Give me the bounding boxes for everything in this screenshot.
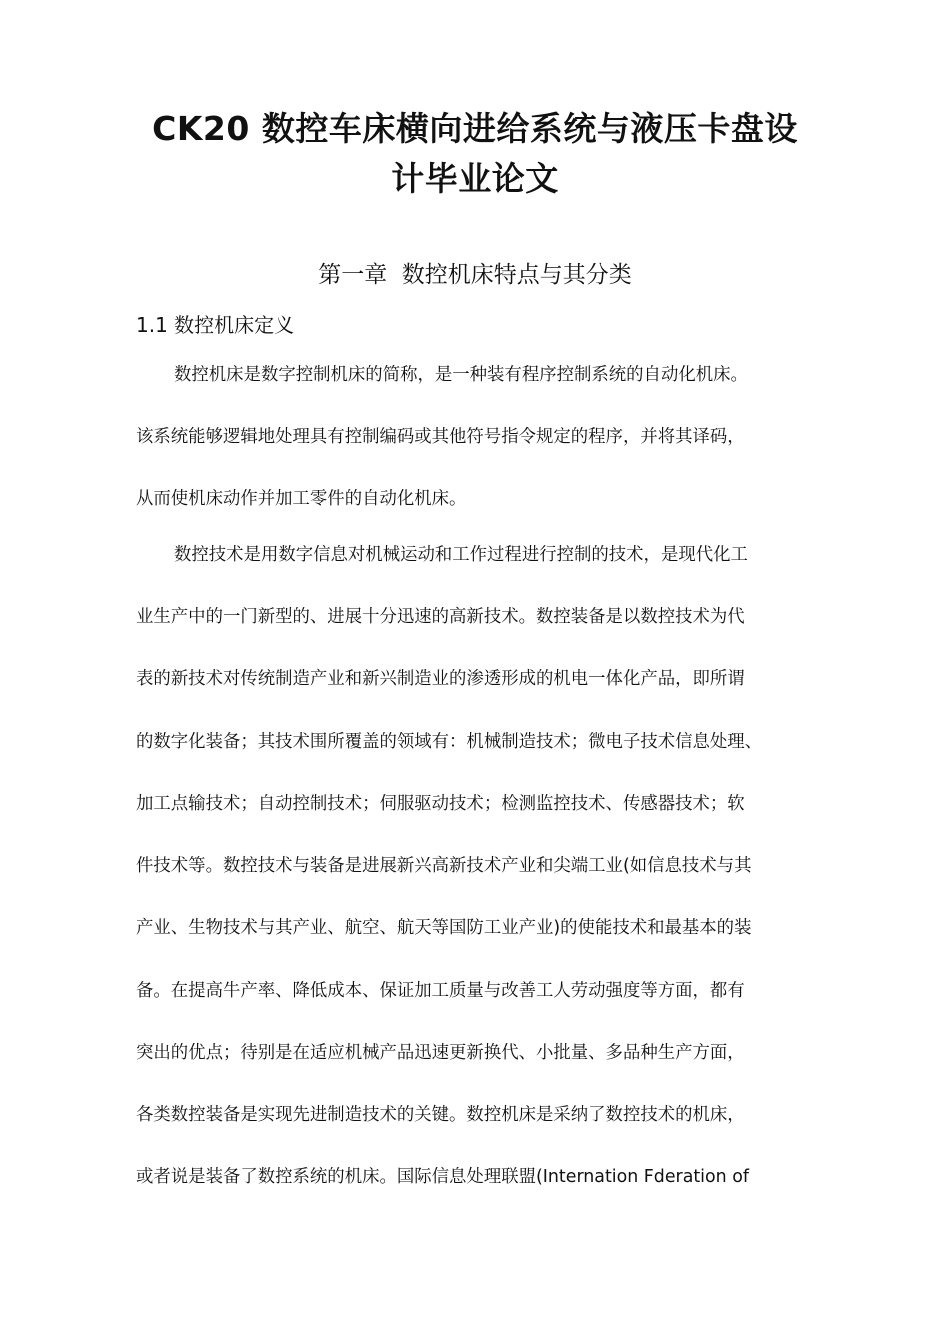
paragraph-line: 的数字化装备；其技术围所覆盖的领域有：机械制造技术；微电子技术信息处理、	[136, 732, 763, 752]
paragraph-line: 各类数控装备是实现先进制造技术的关键。数控机床是采纳了数控技术的机床，	[136, 1105, 745, 1125]
paragraph-line: 数控技术是用数字信息对机械运动和工作过程进行控制的技术，是现代化工	[174, 545, 748, 565]
paragraph-line: 备。在提高牛产率、降低成本、保证加工质量与改善工人劳动强度等方面，都有	[136, 981, 745, 1001]
paragraph-line: 从而使机床动作并加工零件的自动化机床。	[136, 489, 467, 509]
paragraph-line: 或者说是装备了数控系统的机床。国际信息处理联盟(Internation Fderation of	[136, 1167, 749, 1187]
chapter-heading: 第一章 数控机床特点与其分类	[318, 262, 632, 288]
paragraph-line: 数控机床是数字控制机床的简称，是一种装有程序控制系统的自动化机床。	[174, 365, 748, 385]
document-title-line-2: 计毕业论文	[391, 159, 559, 198]
paragraph-line: 件技术等。数控技术与装备是进展新兴高新技术产业和尖端工业(如信息技术与其	[136, 856, 752, 876]
paragraph-line: 突出的优点；待别是在适应机械产品迅速更新换代、小批量、多品种生产方面，	[136, 1043, 745, 1063]
paragraph-line: 该系统能够逻辑地处理具有控制编码或其他符号指令规定的程序，并将其译码，	[136, 427, 745, 447]
paragraph-line: 加工点输技术；自动控制技术；伺服驱动技术；检测监控技术、传感器技术；软	[136, 794, 745, 814]
document-title	[120, 104, 830, 204]
paragraph-line: 表的新技术对传统制造产业和新兴制造业的渗透形成的机电一体化产品，即所谓	[136, 669, 745, 689]
paragraph-line: 产业、生物技术与其产业、航空、航天等国防工业产业)的使能技术和最基本的装	[136, 918, 752, 938]
document-title-line-1: CK20 数控车床横向进给系统与液压卡盘设	[152, 109, 798, 148]
section-heading: 1.1 数控机床定义	[136, 313, 295, 337]
paragraph-line: 业生产中的一门新型的、进展十分迅速的高新技术。数控装备是以数控技术为代	[136, 607, 745, 627]
